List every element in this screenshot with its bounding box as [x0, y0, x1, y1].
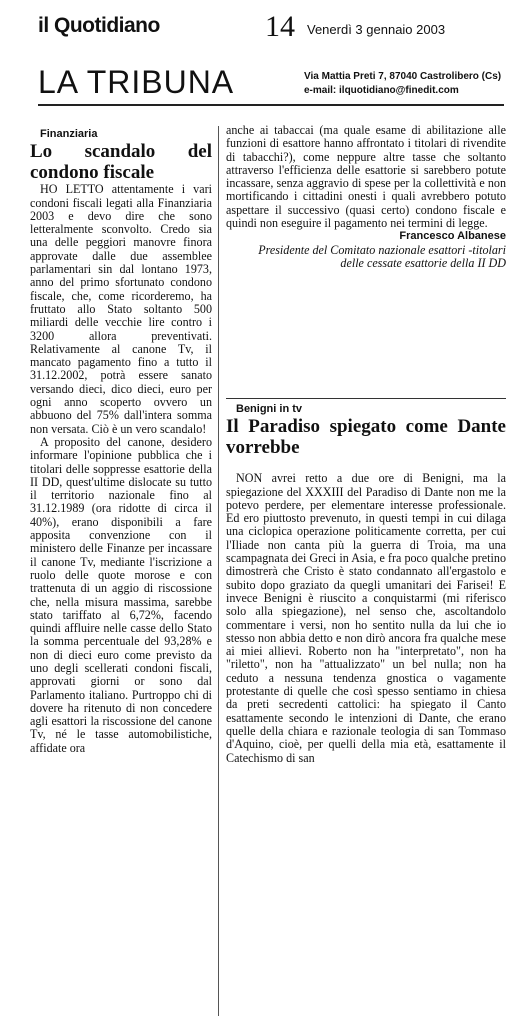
letter-signature: Francesco Albanese: [399, 230, 506, 243]
letter-separator: [226, 398, 506, 399]
letter-column-right-bottom: [226, 403, 506, 765]
email-line: e-mail: ilquotidiano@finedit.com: [304, 85, 459, 96]
letter-kicker: Finanziaria: [40, 128, 98, 140]
letter-kicker: Benigni in tv: [236, 403, 302, 415]
letter-paragraph: anche ai tabaccai (ma quale esame di abilitazione alle funzioni di esattore hanno affrontato i titolari di rivendite di tabacchi?), come neppure altre tasse che soltanto attraverso l'efficienza delle esattorie si sarebbero potute incassare, senza aggravio di spese per la collettività e non mortificando i cittadini onesti i quali avrebbero potuto aspettare il successivo (quasi certo) condono fiscale e quindi non eseguire il pagamento nei termini di legge.: [226, 123, 506, 231]
letter-column-right-top: [226, 124, 506, 270]
section-title: LA TRIBUNA: [38, 64, 235, 100]
letter-paragraph: HO LETTO attentamente i vari condoni fiscali legati alla Finanziaria 2003 e devo dire che sono letteralmente sconvolto. Credo sia una delle peggiori manovre finora approvate dalle due assemblee parlamentari sin dal lontano 1973, anno del primo sfortunato condono fiscale, che, come ricorderemo, ha fruttato allo Stato soltanto 500 miliardi delle vecchie lire contro i 3200 allora preventivati. Relativamente al canone Tv, il mancato pagamento fino a tutto il 31.12.2002, potrà essere sanato versando dieci, dico dieci, euro per ogni anno scoperto ovvero un abbuono del 75% dall'intera somma non versata. Ciò è un vero scandalo!: [30, 182, 212, 436]
masthead: [0, 0, 521, 52]
letter-paragraph: A proposito del canone, desidero informare l'opinione pubblica che i titolari delle soppresse esattorie della II DD, quest'ultime dislocate su tutto il territorio nazionale fino al 31.12.1989 (ora ridotte di circa il 40%), erano disponibili a fare apposita convenzione con il ministero delle Finanze per incassare il canone Tv, mediante l'iscrizione a ruolo delle quote morose e con trattenuta di un aggio di riscossione che, nella misura massima, sarebbe stato tariffato al 6,72%, facendo quindi affluire nelle casse dello Stato la somma percentuale del 93,28% e non di dieci euro come previsto da uno degli scellerati condoni fiscali, approvati giorni or sono dal Parlamento italiano. Purtroppo chi di dovere ha ritenuto di non concedere agli esattori la riscossione del canone Tv, né le tasse automobilistiche, affidate ora: [30, 434, 212, 755]
section-address: [304, 70, 501, 98]
letter-column-left: [30, 128, 212, 755]
letter-signature-role: Presidente del Comitato nazionale esattori -titolari delle cessate esattorie della II DD: [258, 242, 506, 270]
letter-paragraph: NON avrei retto a due ore di Benigni, ma la spiegazione del XXXIII del Paradiso di Dante non me la potevo perdere, per elementare interesse professionale. Ed ero piuttosto prevenuto, in questi tempi in cui dilaga una ciclopica operazione politicamente corretta, per cui l'Iliade non canta più la guerra di Troia, ma una scampagnata dei Greci in Asia, e fra poco qualche pretino dimostrerà che Cristo è stato condannato all'ergastolo e subito dopo graziato da quegli umanitari dei Farisei! E invece Benigni è riuscito a conquistarmi (mi riferisco solo alla spiegazione), nel senso che, ascoltandolo commentare i versi, non ho sentito nulla da lui che io stesso non abbia detto e non dirò ancora fra qualche mese ai miei allievi. Roberto non ha "interpretato", non ha "riletto", non ha "attualizzato" un bel nulla; non ha ceduto a nessuna tendenza gnostica o vagamente protestante di quelle che così spesso sentiamo in chiesa da preti secredenti cattolici: ha spiegato il Canto esattamente secondo le intenzioni di Dante, che erano quelle della chiara e razionale teologia di san Tommaso d'Aquino, cioè, per quelli della mia età, esattamente il Catechismo di san: [226, 471, 506, 765]
issue-date: Venerdì 3 gennaio 2003: [307, 22, 446, 37]
column-divider: [218, 126, 219, 1016]
letter-headline: Lo scandalo del condono fiscale: [30, 141, 212, 184]
address-line: Via Mattia Preti 7, 87040 Castrolibero (Cs): [304, 71, 502, 82]
header-rule: [38, 104, 504, 106]
page-number: 14: [265, 10, 295, 43]
newspaper-name: il Quotidiano: [38, 14, 160, 37]
letter-headline: Il Paradiso spiegato come Dante vorrebbe: [226, 416, 506, 459]
